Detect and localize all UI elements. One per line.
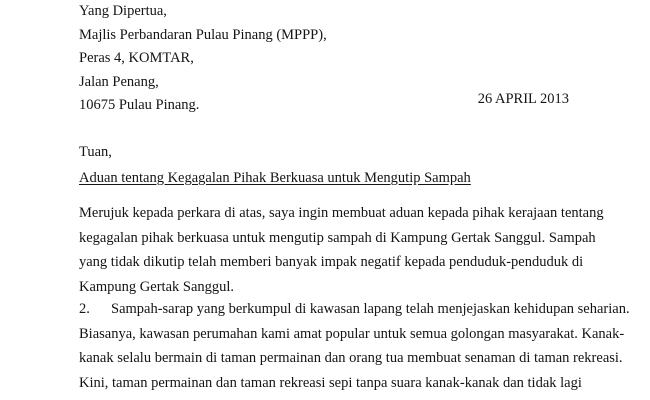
address-line: Majlis Perbandaran Pulau Pinang (MPPP), bbox=[79, 26, 327, 43]
letter-date: 26 APRIL 2013 bbox=[477, 91, 569, 107]
paragraph-line: Biasanya, kawasan perumahan kami amat popular untuk semua golongan masyarakat. Kanak- bbox=[79, 325, 625, 342]
paragraph-line: kegagalan pihak berkuasa untuk mengutip sampah di Kampung Gertak Sanggul. Sampah bbox=[79, 229, 596, 246]
paragraph-line: Kampung Gertak Sanggul. bbox=[79, 278, 235, 295]
paragraph-1 bbox=[79, 204, 604, 302]
paragraph-line: Merujuk kepada perkara di atas, saya ingin membuat aduan kepada pihak kerajaan tentang bbox=[79, 205, 604, 221]
paragraph-2 bbox=[79, 300, 630, 398]
address-line: Jalan Penang, bbox=[79, 73, 159, 90]
subject-heading: Aduan tentang Kegagalan Pihak Berkuasa untuk Mengutip Sampah bbox=[79, 170, 471, 186]
paragraph-line-first bbox=[79, 300, 630, 325]
address-line: 10675 Pulau Pinang. bbox=[79, 97, 200, 113]
salutation: Tuan, bbox=[79, 144, 112, 160]
paragraph-line: Kini, taman permainan dan taman rekreasi sepi tanpa suara kanak-kanak dan tidak lagi bbox=[79, 374, 582, 391]
address-line: Peras 4, KOMTAR, bbox=[79, 50, 194, 66]
paragraph-number: 2. bbox=[79, 301, 90, 317]
paragraph-line: kanak selalu bermain di taman permainan dan orang tua membuat senaman di taman rekreasi. bbox=[79, 350, 623, 366]
address-line: Yang Dipertua, bbox=[79, 3, 167, 19]
paragraph-line-text: Sampah-sarap yang berkumpul di kawasan lapang telah menjejaskan kehidupan seharian. bbox=[111, 301, 630, 317]
paragraph-line: yang tidak dikutip telah memberi banyak impak negatif kepada penduduk-penduduk di bbox=[79, 254, 584, 270]
